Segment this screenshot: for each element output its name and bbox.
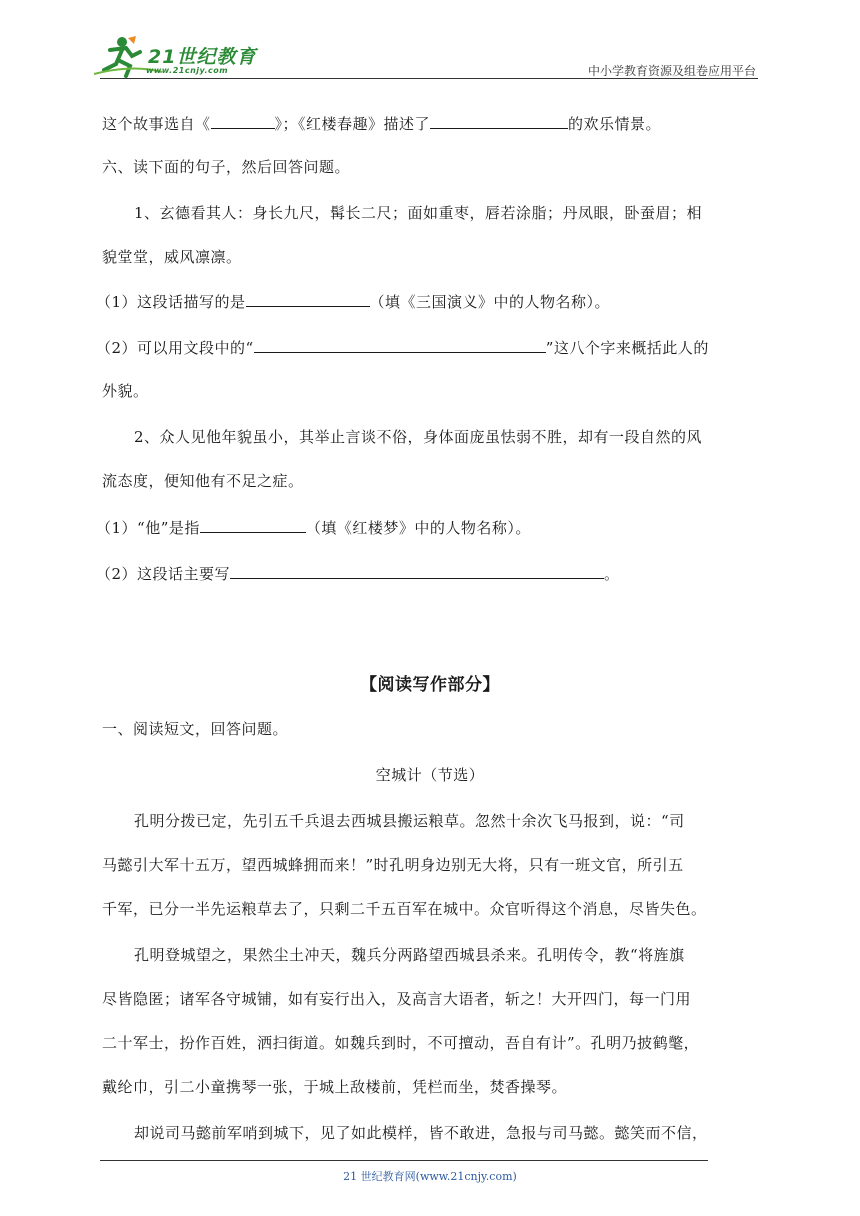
passage-2-line-1: 2、众人见他年貌虽小，其举止言谈不俗，身体面庞虽怯弱不胜，却有一段自然的风 <box>134 428 703 446</box>
passage-line: 马懿引大军十五万，望西城蜂拥而来！”时孔明身边别无大将，只有一班文官，所引五 <box>102 856 684 874</box>
text-segment: 这个故事选自《 <box>102 115 211 133</box>
text-segment: （1）“他”是指 <box>96 519 200 537</box>
answer-blank[interactable] <box>430 112 568 129</box>
passage-1-line-1: 1、玄德看其人：身长九尺，髯长二尺；面如重枣，唇若涂脂；丹凤眼，卧蚕眉；相 <box>134 204 703 222</box>
passage-title: 空城计（节选） <box>375 766 485 784</box>
answer-blank[interactable] <box>254 336 546 353</box>
question-1-2-cont: 外貌。 <box>102 382 149 400</box>
text-segment: （填《红楼梦》中的人物名称）。 <box>305 519 531 537</box>
answer-blank[interactable] <box>200 516 306 533</box>
answer-blank[interactable] <box>246 290 370 307</box>
passage-line: 二十军士，扮作百姓，洒扫街道。如魏兵到时，不可擅动，吾自有计”。孔明乃披鹤氅， <box>102 1034 700 1052</box>
logo-url: www.21cnjy.com <box>146 66 229 75</box>
text-segment: （2）可以用文段中的“ <box>96 339 254 357</box>
text-segment: ”这八个字来概括此人的 <box>545 339 709 357</box>
passage-line: 千军，已分一半先运粮草去了，只剩二千五百军在城中。众官听得这个消息，尽皆失色。 <box>102 900 707 918</box>
question-1-2 <box>96 336 709 359</box>
question-1-1 <box>96 290 610 313</box>
text-segment: （填《三国演义》中的人物名称）。 <box>369 293 611 311</box>
text-segment: （2）这段话主要写 <box>96 565 231 583</box>
passage-line: 孔明登城望之，果然尘土冲天，魏兵分两路望西城县杀来。孔明传令，教“将旌旗 <box>134 946 685 964</box>
question-2-2 <box>96 562 620 585</box>
page-header <box>0 0 860 90</box>
text-segment: （1）这段话描写的是 <box>96 293 246 311</box>
passage-line: 戴纶巾，引二小童携琴一张，于城上敌楼前，凭栏而坐，焚香操琴。 <box>102 1078 568 1096</box>
header-divider <box>100 78 758 79</box>
question-2-1 <box>96 516 531 539</box>
text-segment: 。 <box>604 565 620 583</box>
reading-question-heading: 一、阅读短文，回答问题。 <box>102 720 289 738</box>
text-segment: 》；《红楼春趣》描述了 <box>274 115 431 133</box>
answer-blank[interactable] <box>230 562 604 579</box>
platform-label: 中小学教育资源及组卷应用平台 <box>587 64 756 78</box>
answer-blank[interactable] <box>211 112 275 129</box>
footer-link[interactable]: 21 世纪教育网(www.21cnjy.com) <box>343 1170 517 1183</box>
footer-divider <box>100 1160 708 1161</box>
passage-line: 孔明分拨已定，先引五千兵退去西城县搬运粮草。忽然十余次飞马报到，说：“司 <box>134 812 685 830</box>
passage-1-line-2: 貌堂堂，威风凛凛。 <box>102 248 242 266</box>
text-segment: 的欢乐情景。 <box>568 115 662 133</box>
passage-line: 尽皆隐匿；诸军各守城铺，如有妄行出入，及高言大语者，斩之！大开四门，每一门用 <box>102 990 692 1008</box>
passage-line: 却说司马懿前军哨到城下，见了如此模样，皆不敢进，急报与司马懿。懿笑而不信， <box>134 1124 708 1142</box>
section-title: 【阅读写作部分】 <box>360 675 500 695</box>
story-source-line <box>102 112 661 135</box>
logo-text: 21世纪教育 <box>148 46 257 68</box>
passage-2-line-2: 流态度，便知他有不足之症。 <box>102 472 304 490</box>
question-heading-six: 六、读下面的句子，然后回答问题。 <box>102 158 351 176</box>
